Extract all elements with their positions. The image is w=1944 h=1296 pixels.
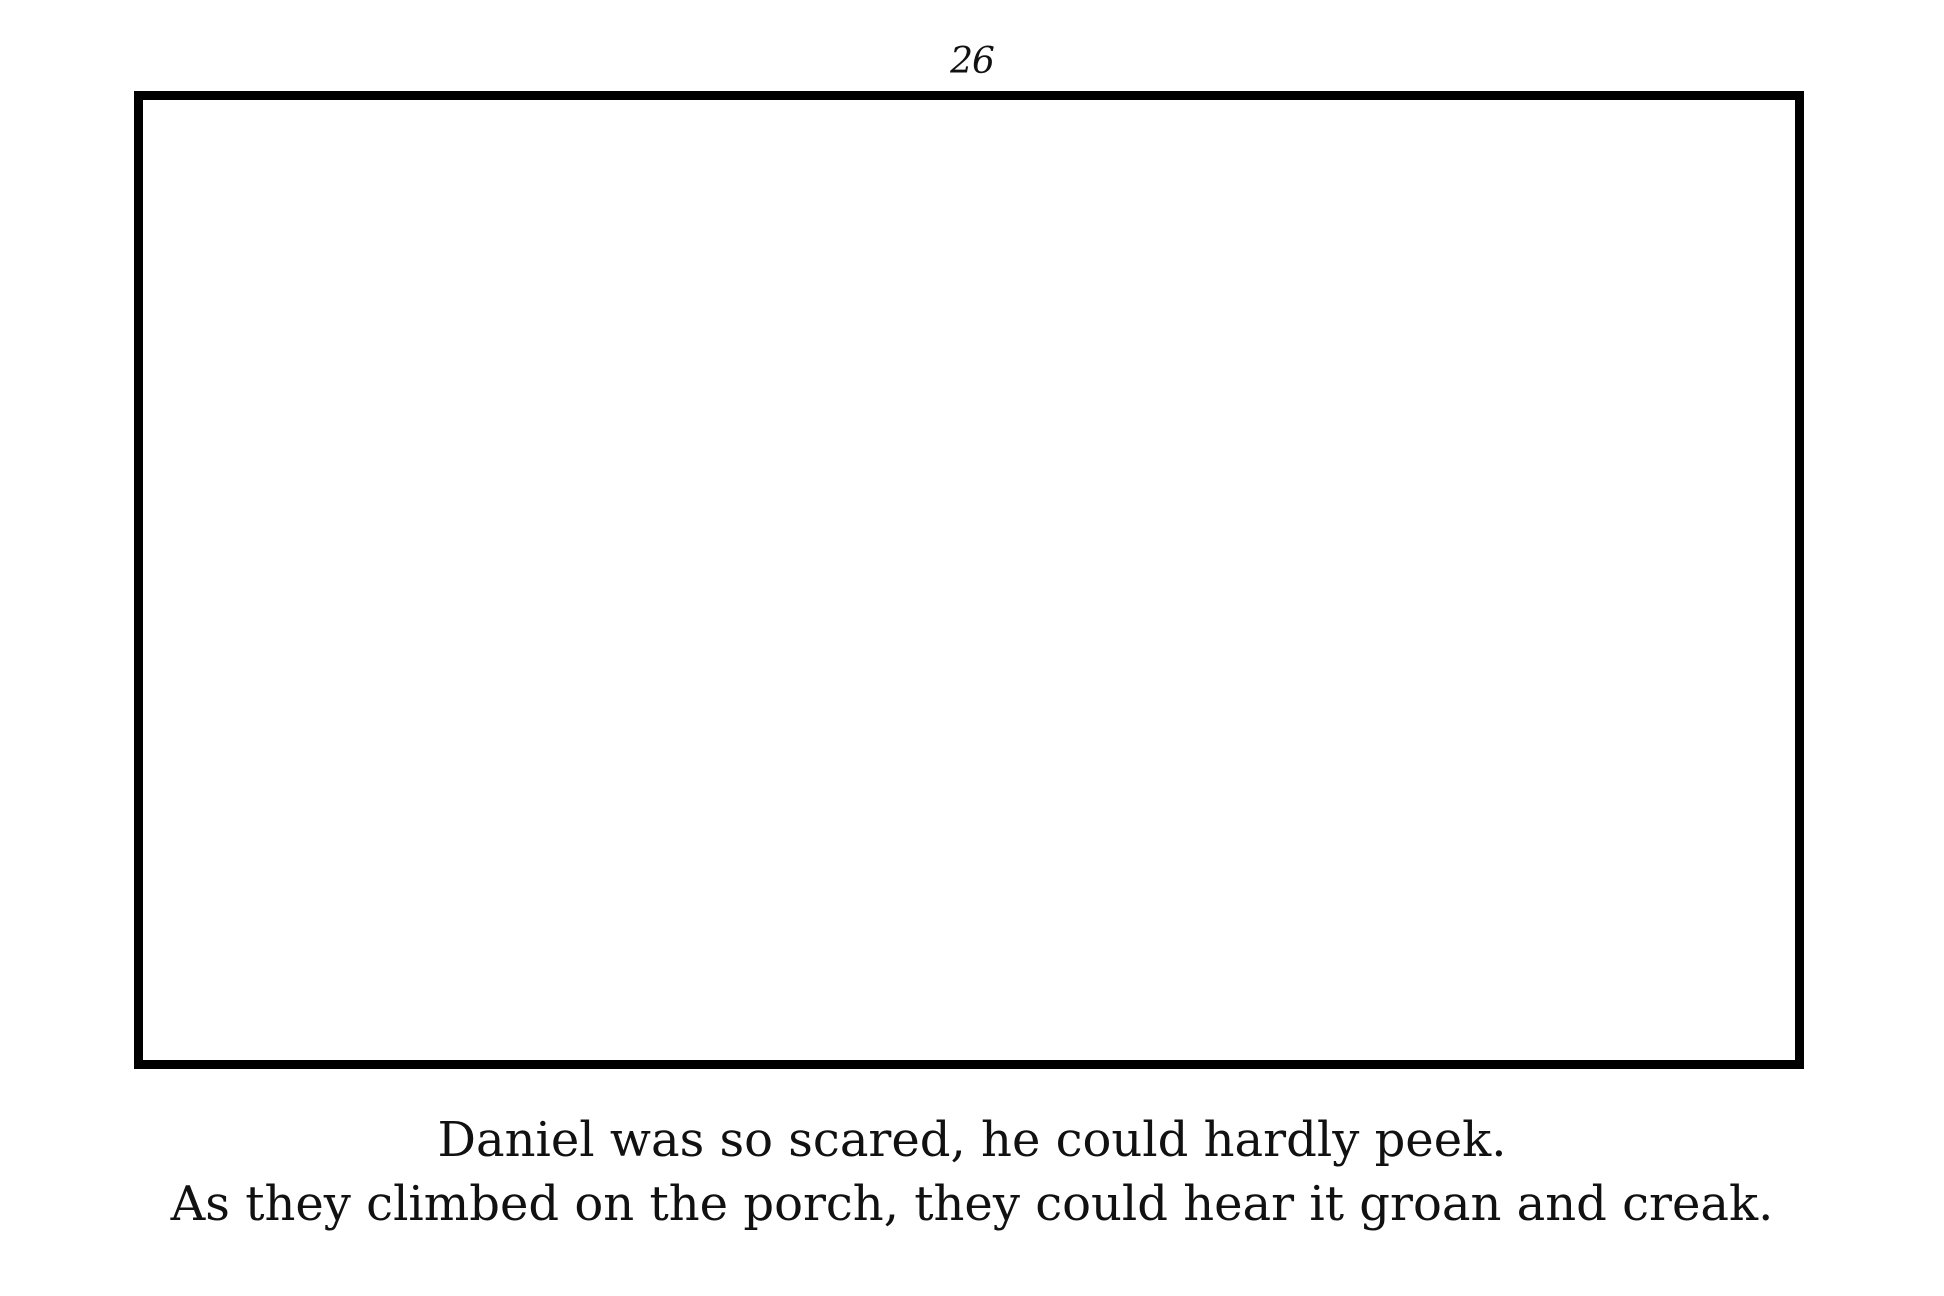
page-number: 26 bbox=[950, 41, 994, 82]
story-text-line-1: Daniel was so scared, he could hardly peek. bbox=[437, 1112, 1507, 1168]
illustration-frame bbox=[134, 91, 1804, 1069]
story-text-line-2: As they climbed on the porch, they could hear it groan and creak. bbox=[170, 1176, 1774, 1232]
